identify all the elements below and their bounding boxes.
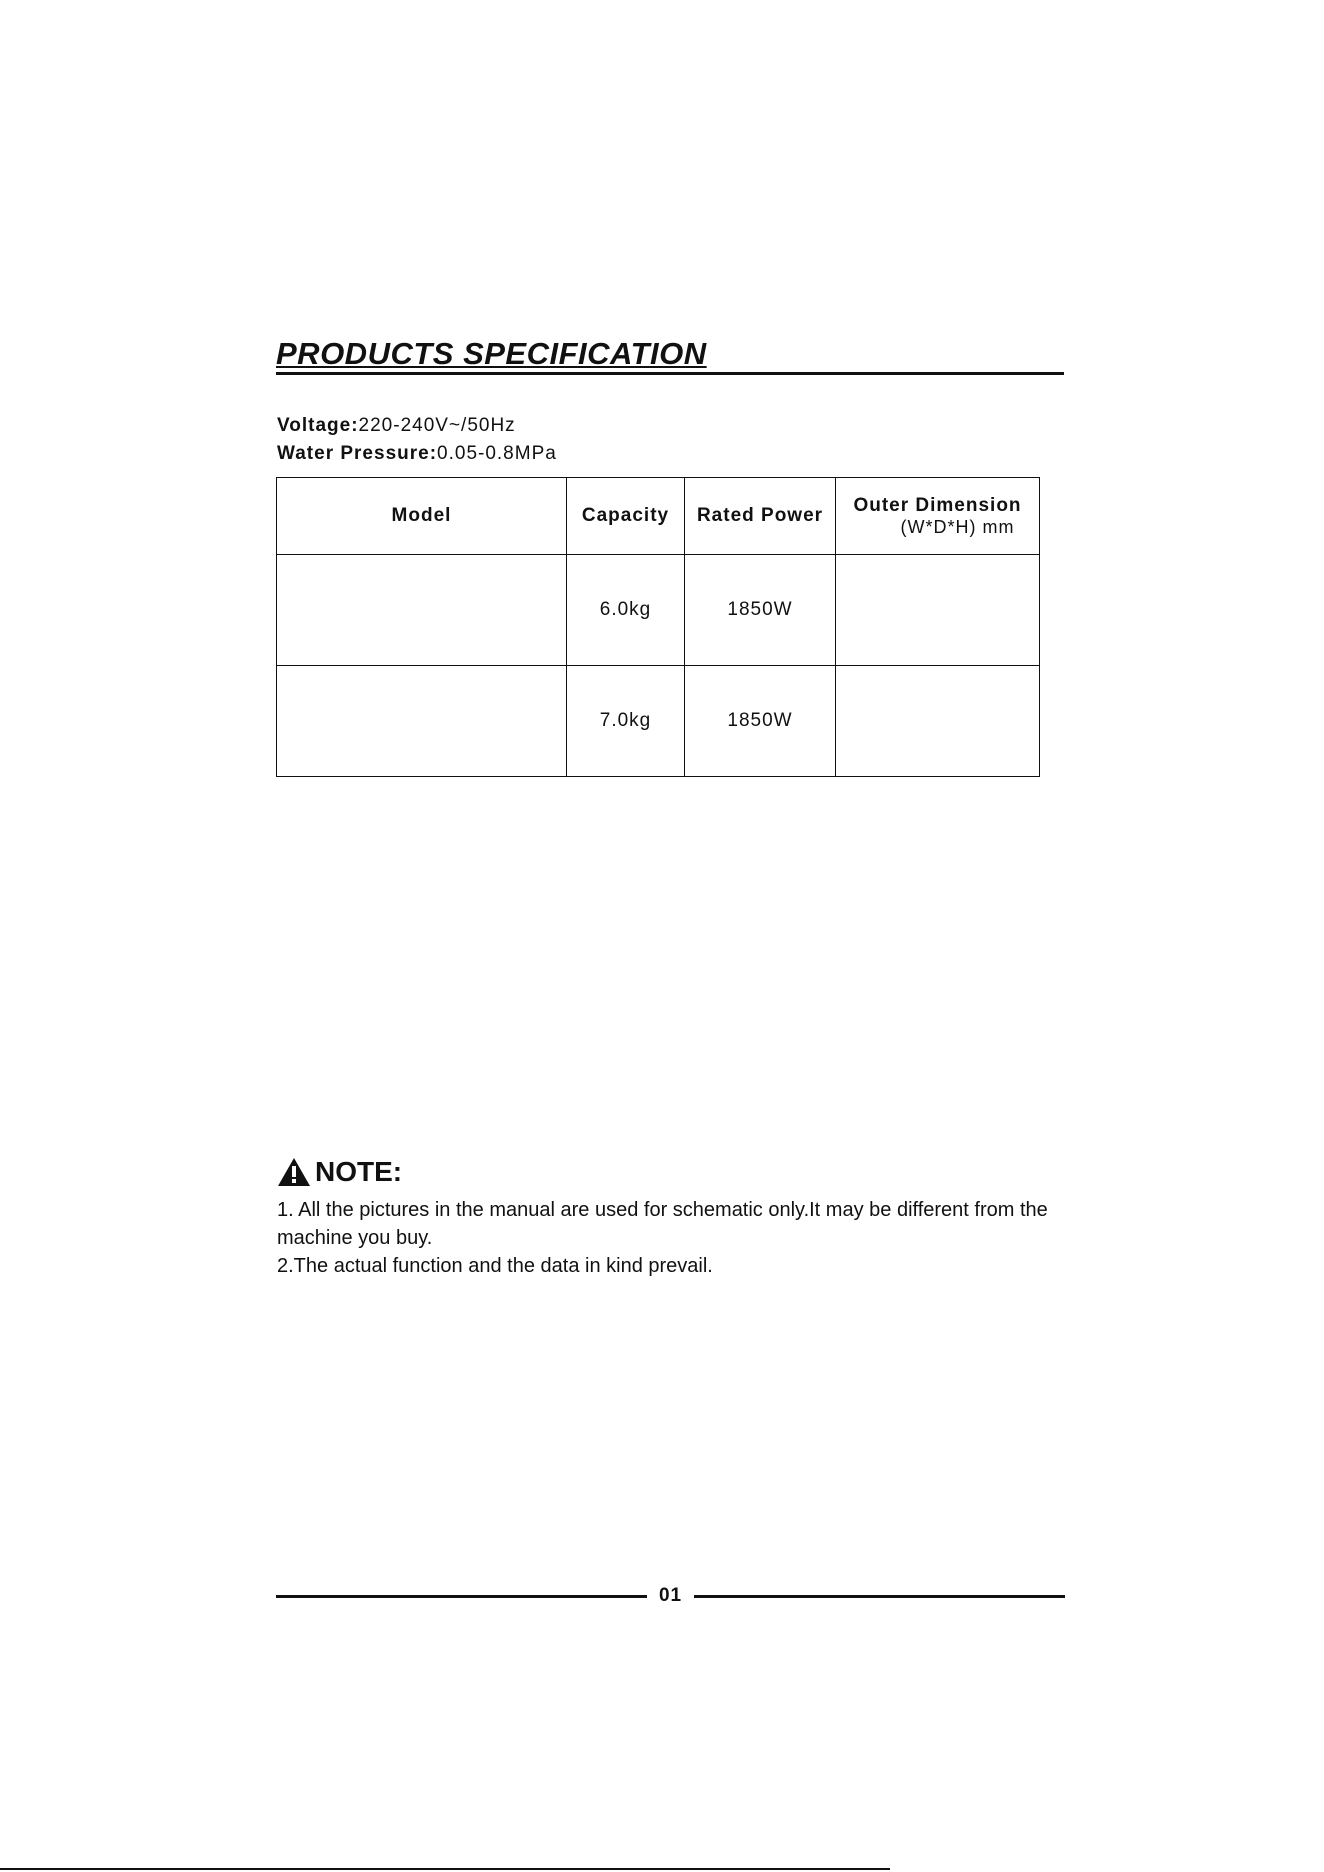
table-row [277, 555, 1040, 666]
spec-table [276, 477, 1040, 777]
cell-power: 1850W [685, 555, 836, 666]
header-model: Model [277, 478, 567, 555]
bottom-edge-rule [0, 1868, 890, 1870]
header-capacity: Capacity [567, 478, 685, 555]
cell-model [277, 666, 567, 777]
cell-dimension [836, 555, 1040, 666]
table-row [277, 666, 1040, 777]
note-heading-text: NOTE: [315, 1156, 403, 1187]
page-title [276, 336, 1064, 375]
cell-capacity: 6.0kg [567, 555, 685, 666]
cell-capacity: 7.0kg [567, 666, 685, 777]
water-pressure-value: 0.05-0.8MPa [437, 443, 557, 464]
header-dimension-unit: (W*D*H) mm [900, 516, 1015, 537]
water-pressure-label: Water Pressure: [277, 443, 438, 464]
header-outer-dimension-label: Outer Dimension [853, 494, 1022, 516]
note-heading [277, 1156, 402, 1188]
page-footer [276, 1584, 1065, 1608]
cell-dimension [836, 666, 1040, 777]
cell-power: 1850W [685, 666, 836, 777]
page-title-text: PRODUCTS SPECIFICATION [276, 336, 707, 371]
footer-rule-left [276, 1595, 647, 1598]
voltage-value: 220-240V~/50Hz [358, 415, 516, 436]
note-line-1: 1. All the pictures in the manual are used for schematic only.It may be different from the machine you buy. [277, 1199, 1048, 1249]
header-rated-power: Rated Power [685, 478, 836, 555]
voltage-label: Voltage: [277, 415, 359, 436]
page-number: 01 [658, 1585, 683, 1606]
header-outer-dimension [836, 478, 1040, 555]
table-header-row [277, 478, 1040, 555]
warning-triangle-icon [277, 1157, 311, 1187]
voltage-line [277, 414, 516, 438]
water-pressure-line [277, 442, 557, 466]
note-body [277, 1196, 1077, 1280]
note-line-2: 2.The actual function and the data in kind prevail. [277, 1255, 713, 1277]
cell-model [277, 555, 567, 666]
footer-rule-right [694, 1595, 1065, 1598]
